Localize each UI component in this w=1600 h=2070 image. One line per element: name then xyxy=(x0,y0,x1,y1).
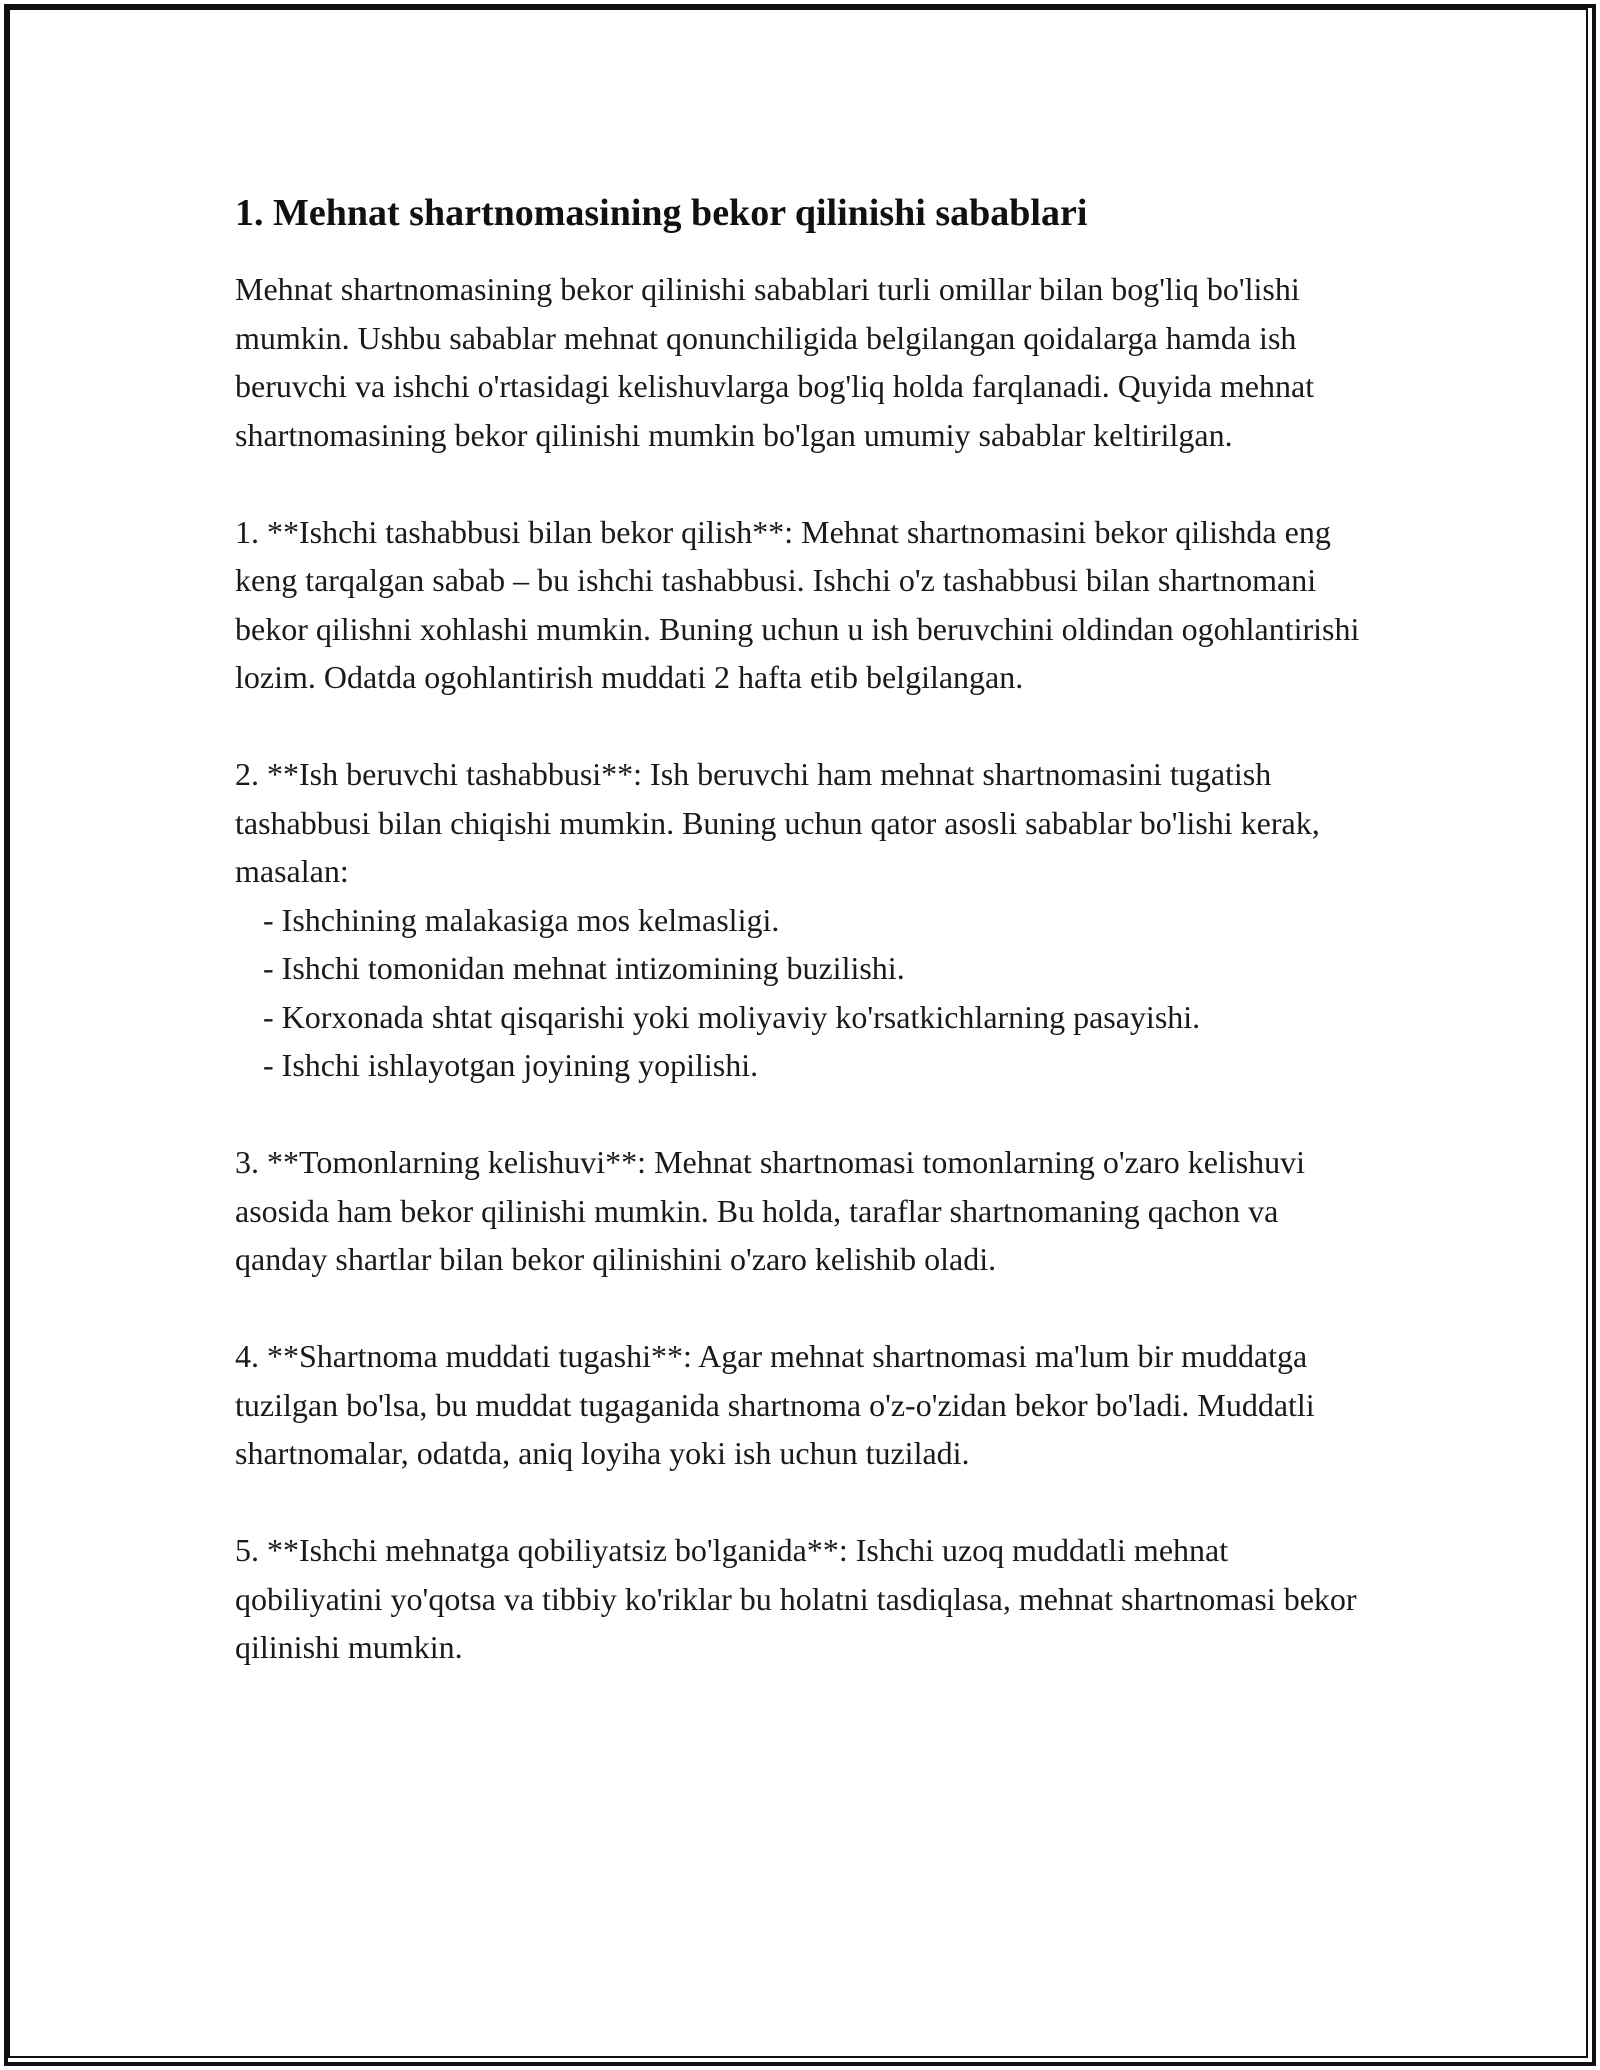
bullet-item: - Ishchi ishlayotgan joyining yopilishi. xyxy=(263,1047,759,1083)
document-body xyxy=(235,185,1375,1672)
intro-paragraph: Mehnat shartnomasining bekor qilinishi sabablari turli omillar bilan bog'liq bo'lishi mumkin. Ushbu sabablar mehnat qonunchiligida belgilangan qoidalarga hamda ish beruvchi va ishchi o'rtasidagi kelishuvlarga bog'liq holda farqlanadi. Quyida mehnat shartnomasining bekor qilinishi mumkin bo'lgan umumiy sabablar keltirilgan. xyxy=(235,271,1315,453)
bullet-item: - Korxonada shtat qisqarishi yoki moliyaviy ko'rsatkichlarning pasayishi. xyxy=(263,998,1201,1035)
list-item-3: 3. **Tomonlarning kelishuvi**: Mehnat shartnomasi tomonlarning o'zaro kelishuvi asosida ham bekor qilinishi mumkin. Bu holda, taraflar shartnomaning qachon va qanday shartlar bilan bekor qilinishini o'zaro kelishib oladi. xyxy=(235,1144,1306,1277)
list-item-2-text: 2. **Ish beruvchi tashabbusi**: Ish beruvchi ham mehnat shartnomasini tugatish tashabbusi bilan chiqishi mumkin. Buning uchun qator asosli sabablar bo'lishi kerak, masalan: xyxy=(235,756,1320,889)
bullet-item: - Ishchi tomonidan mehnat intizomining buzilishi. xyxy=(263,950,905,986)
document-title: 1. Mehnat shartnomasining bekor qilinishi sabablari xyxy=(235,192,1088,234)
list-item-2 xyxy=(235,750,1375,1090)
paragraph-gap xyxy=(235,459,1375,508)
paragraph-gap xyxy=(235,1090,1375,1139)
paragraph-gap xyxy=(235,1478,1375,1527)
paragraph-gap xyxy=(235,1284,1375,1333)
paragraph-gap xyxy=(235,702,1375,751)
list-item-4: 4. **Shartnoma muddati tugashi**: Agar mehnat shartnomasi ma'lum bir muddatga tuzilgan bo'lsa, bu muddat tugaganida shartnoma o'z-o'zidan bekor bo'ladi. Muddatli shartnomalar, odatda, aniq loyiha yoki ish uchun tuziladi. xyxy=(235,1338,1315,1471)
bullet-item: - Ishchining malakasiga mos kelmasligi. xyxy=(263,901,780,938)
list-item-1: 1. **Ishchi tashabbusi bilan bekor qilish**: Mehnat shartnomasini bekor qilishda eng keng tarqalgan sabab – bu ishchi tashabbusi. Ishchi o'z tashabbusi bilan shartnomani bekor qilishni xohlashi mumkin. Buning uchun u ish beruvchini oldindan ogohlantirishi lozim. Odatda ogohlantirish muddati 2 hafta etib belgilangan. xyxy=(235,513,1360,695)
list-item-5: 5. **Ishchi mehnatga qobiliyatsiz bo'lganida**: Ishchi uzoq muddatli mehnat qobiliyatini yo'qotsa va tibbiy ko'riklar bu holatni tasdiqlasa, mehnat shartnomasi bekor qilinishi mumkin. xyxy=(235,1532,1357,1665)
